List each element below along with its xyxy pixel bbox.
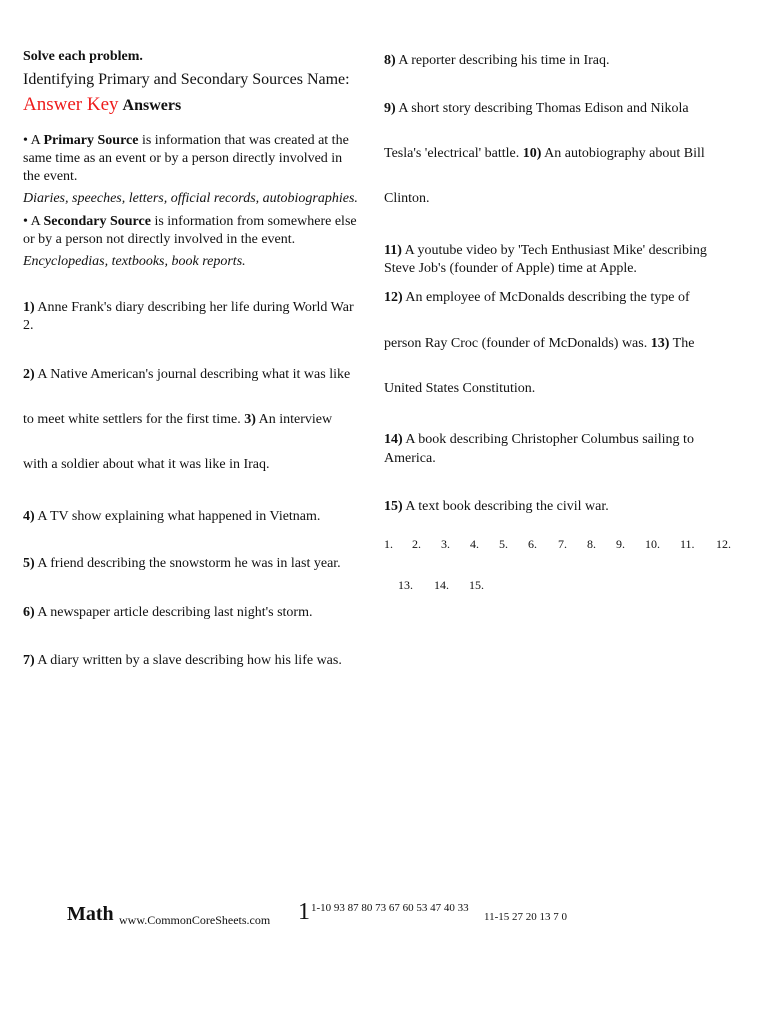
bullet: • A: [23, 133, 40, 148]
question-number: 11): [384, 243, 402, 258]
question-number: 10): [522, 146, 542, 161]
question-3-text: An interview: [258, 412, 333, 427]
answer-number: 15.: [469, 578, 484, 592]
secondary-definition-line1: [23, 213, 357, 231]
answer-number: 6.: [528, 537, 537, 551]
answer-number: 3.: [441, 537, 450, 551]
question-text: Anne Frank's diary describing her life during World War: [37, 300, 354, 315]
primary-definition-line3: the event.: [23, 169, 78, 184]
answer-number: 12.: [716, 537, 731, 551]
question-8: [384, 52, 610, 70]
question-10-cont: Clinton.: [384, 191, 430, 206]
answer-number: 14.: [434, 578, 449, 592]
answer-number: 4.: [470, 537, 479, 551]
primary-source-term: Primary Source: [43, 133, 139, 148]
primary-examples: Diaries, speeches, letters, official records, autobiographies.: [23, 191, 358, 206]
question-9-cont: Tesla's 'electrical' battle.: [384, 146, 520, 161]
question-1: [23, 299, 354, 317]
question-number: 6): [23, 605, 35, 620]
question-14: [384, 431, 694, 449]
question-9-10-line: [384, 145, 705, 163]
question-4: [23, 508, 320, 526]
answer-number: 13.: [398, 578, 413, 592]
primary-definition-text: is information that was created at the: [141, 133, 349, 148]
instruction: Solve each problem.: [23, 49, 143, 64]
question-12-13-line: [384, 335, 694, 353]
question-10-text: An autobiography about Bill: [544, 146, 705, 161]
question-number: 4): [23, 509, 35, 524]
question-15: [384, 498, 609, 516]
question-number: 14): [384, 432, 403, 447]
question-text: A Native American's journal describing what it was like: [37, 367, 351, 382]
question-text: A TV show explaining what happened in Vietnam.: [37, 509, 321, 524]
question-2: [23, 366, 350, 384]
question-13-text: The: [672, 336, 695, 351]
question-6: [23, 604, 312, 622]
answer-number: 2.: [412, 537, 421, 551]
secondary-definition-text: is information from somewhere else: [154, 214, 357, 229]
question-number: 15): [384, 499, 403, 514]
answer-number: 10.: [645, 537, 660, 551]
secondary-examples: Encyclopedias, textbooks, book reports.: [23, 254, 246, 269]
secondary-definition-line2: or by a person not directly involved in the event.: [23, 232, 296, 247]
secondary-source-term: Secondary Source: [43, 214, 151, 229]
question-number: 8): [384, 53, 396, 68]
page-number: 1: [298, 899, 310, 925]
answer-number: 9.: [616, 537, 625, 551]
question-3-cont: with a soldier about what it was like in Iraq.: [23, 457, 270, 472]
question-5: [23, 555, 341, 573]
question-12-cont: person Ray Croc (founder of McDonalds) was.: [384, 336, 648, 351]
answer-number: 5.: [499, 537, 508, 551]
answer-number: 11.: [680, 537, 695, 551]
question-number: 13): [650, 336, 670, 351]
worksheet-title-line: [23, 70, 350, 90]
question-text: An employee of McDonalds describing the type of: [405, 290, 690, 305]
question-11: [384, 242, 707, 260]
answers-label: Answers: [122, 97, 182, 114]
question-13-cont: United States Constitution.: [384, 381, 536, 396]
question-text: A newspaper article describing last night's storm.: [37, 605, 313, 620]
primary-definition-line1: [23, 132, 349, 150]
question-number: 3): [244, 412, 256, 427]
question-14-cont: America.: [384, 451, 436, 466]
question-number: 12): [384, 290, 403, 305]
question-text: A reporter describing his time in Iraq.: [398, 53, 610, 68]
question-2-cont: to meet white settlers for the first time.: [23, 412, 241, 427]
answer-number: 1.: [384, 537, 393, 551]
footer-subject: Math: [67, 903, 114, 925]
answer-number: 8.: [587, 537, 596, 551]
question-2-3-line: [23, 411, 332, 429]
score-row-1: 1-10 93 87 80 73 67 60 53 47 40 33: [311, 902, 469, 914]
question-text: A friend describing the snowstorm he was in last year.: [37, 556, 341, 571]
question-text: A book describing Christopher Columbus sailing to: [405, 432, 694, 447]
primary-definition-line2: same time as an event or by a person directly involved in: [23, 151, 343, 166]
question-12: [384, 289, 690, 307]
worksheet-title: Identifying Primary and Secondary Sources: [23, 71, 303, 88]
footer-site: www.CommonCoreSheets.com: [119, 913, 271, 927]
score-row-2: 11-15 27 20 13 7 0: [484, 911, 568, 923]
question-text: A short story describing Thomas Edison and Nikola: [398, 101, 689, 116]
answer-key-line: [23, 94, 181, 117]
answer-key-label: Answer Key: [23, 94, 119, 115]
question-number: 1): [23, 300, 35, 315]
question-number: 2): [23, 367, 35, 382]
question-number: 7): [23, 653, 35, 668]
question-1-cont: 2.: [23, 318, 34, 333]
question-9: [384, 100, 689, 118]
answer-number: 7.: [558, 537, 567, 551]
question-text: A youtube video by 'Tech Enthusiast Mike' describing: [404, 243, 707, 258]
question-text: A diary written by a slave describing how his life was.: [37, 653, 342, 668]
question-number: 9): [384, 101, 396, 116]
question-text: A text book describing the civil war.: [405, 499, 609, 514]
question-11-cont: Steve Job's (founder of Apple) time at Apple.: [384, 261, 637, 276]
name-label: Name:: [306, 71, 350, 88]
bullet: • A: [23, 214, 40, 229]
question-7: [23, 652, 342, 670]
question-number: 5): [23, 556, 35, 571]
